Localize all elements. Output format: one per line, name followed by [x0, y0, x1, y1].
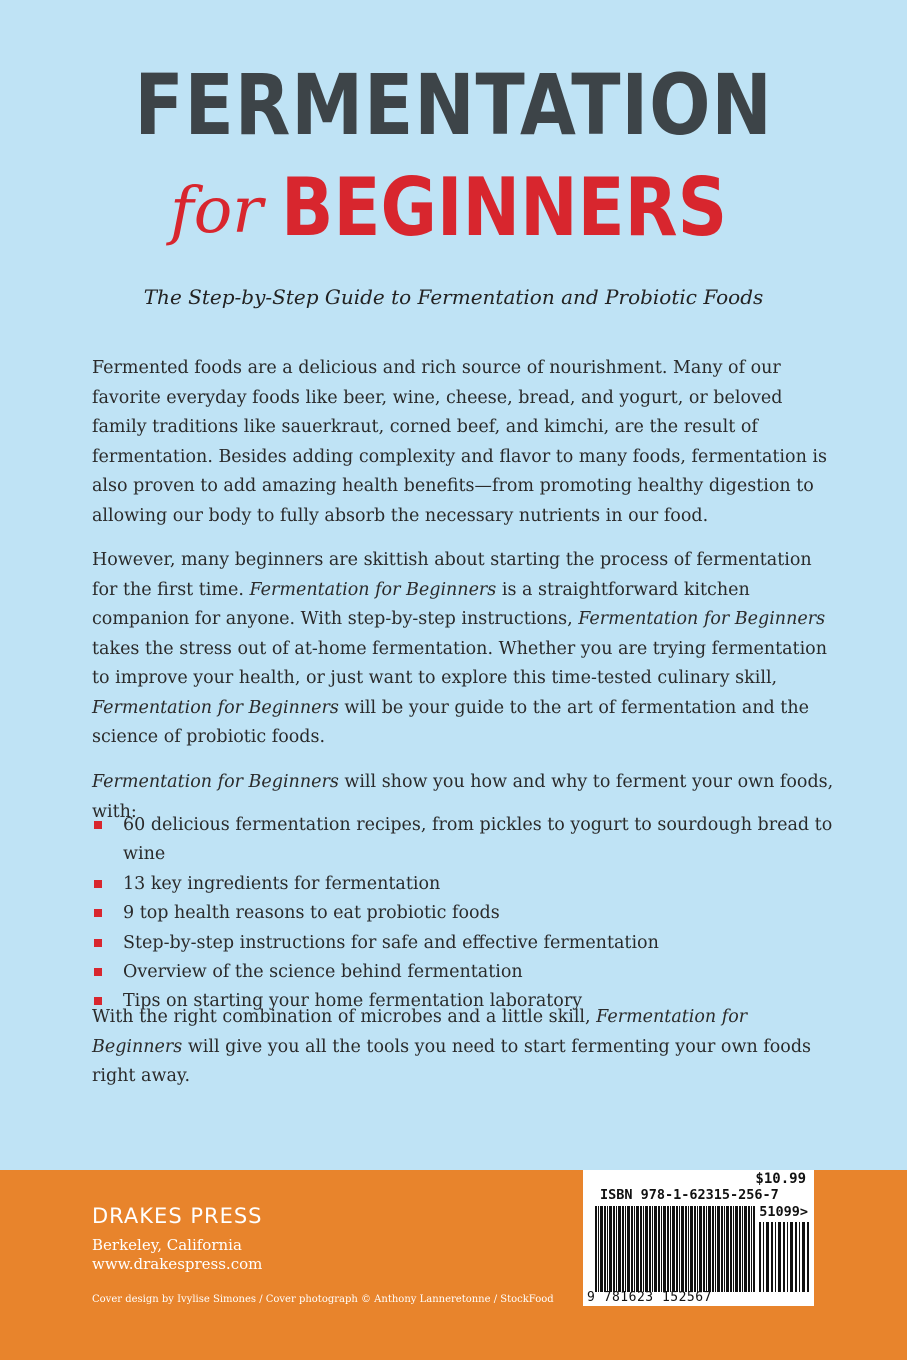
p2-book-title-2: Fermentation for Beginners	[578, 609, 826, 629]
barcode-bar	[613, 1206, 615, 1292]
barcode-bar	[763, 1222, 764, 1292]
barcode-bar	[715, 1206, 716, 1292]
barcode-bar	[661, 1206, 662, 1292]
barcode-bar	[631, 1206, 633, 1292]
bullet-square-icon	[94, 821, 102, 829]
barcode-bars	[595, 1206, 755, 1292]
list-item-text: Step-by-step instructions for safe and effective fermentation	[123, 932, 659, 953]
barcode-bar	[688, 1206, 689, 1292]
barcode-bar	[670, 1206, 671, 1292]
barcode-bar	[681, 1206, 684, 1292]
title-for: for	[170, 174, 263, 248]
barcode-bar	[724, 1206, 725, 1292]
paragraph-beginners	[92, 546, 837, 753]
paragraph-intro-text: Fermented foods are a delicious and rich source of nourishment. Many of our favorite everyday foods like beer, wine, cheese, bread, and yogurt, or beloved family traditions like sauerkraut, corned beef, and kimchi, are the result of fermentation. Besides adding complexity and flavor to many foods, fermentation is also proven to add amazing health benefits—from promoting healthy digestion to allowing our body to fully absorb the necessary nutrients in our food.	[92, 358, 827, 526]
barcode-bar	[766, 1222, 769, 1292]
barcode-bar	[609, 1206, 612, 1292]
isbn: ISBN 978-1-62315-256-7	[600, 1187, 779, 1203]
barcode-bar	[783, 1222, 785, 1292]
barcode-box	[583, 1170, 814, 1306]
barcode-bar	[771, 1222, 773, 1292]
list-item-text: Tips on starting your home fermentation laboratory	[123, 991, 583, 1012]
list-item-text: Overview of the science behind fermentation	[123, 962, 523, 983]
p2-text-1: However, many beginners are skittish about starting the process of fermentation for the first time.	[92, 550, 812, 600]
barcode-bar	[730, 1206, 732, 1292]
barcode-bar	[618, 1206, 621, 1292]
barcode-bar	[658, 1206, 660, 1292]
barcode-bar	[604, 1206, 606, 1292]
barcode-bar	[607, 1206, 608, 1292]
barcode-bar	[807, 1222, 809, 1292]
barcode-bar	[775, 1222, 776, 1292]
barcode-bar	[790, 1222, 793, 1292]
barcode-bar	[699, 1206, 702, 1292]
barcode-bar	[667, 1206, 669, 1292]
barcode-bar	[802, 1222, 805, 1292]
publisher-info	[92, 1236, 262, 1274]
barcode-number: 9 781623 152567	[587, 1290, 712, 1305]
barcode-bar	[649, 1206, 651, 1292]
p3-book-title: Fermentation for Beginners	[92, 772, 339, 792]
paragraph-closing	[92, 1003, 837, 1092]
cover-credits: Cover design by Ivylise Simones / Cover photograph © Anthony Lanneretonne / StockFood	[92, 1294, 554, 1305]
title-line-2	[170, 152, 800, 262]
barcode-bar	[654, 1206, 657, 1292]
list-item	[92, 929, 852, 958]
barcode-bar	[640, 1206, 642, 1292]
barcode-bar	[685, 1206, 687, 1292]
barcode-bar	[643, 1206, 644, 1292]
p4-text-1: With the right combination of microbes and a little skill,	[92, 1007, 597, 1027]
barcode-bar	[717, 1206, 720, 1292]
title-line-1: FERMENTATION	[134, 56, 773, 154]
barcode-bar	[600, 1206, 603, 1292]
barcode-bar	[652, 1206, 653, 1292]
barcode-addon-bars	[759, 1222, 809, 1292]
barcode-bar	[712, 1206, 714, 1292]
barcode-bar	[735, 1206, 738, 1292]
bullet-square-icon	[94, 968, 102, 976]
bullet-square-icon	[94, 939, 102, 947]
p4-book-title: Fermentation for Beginners	[92, 1007, 748, 1057]
barcode-bar	[739, 1206, 741, 1292]
barcode-bar	[634, 1206, 635, 1292]
barcode-bar	[679, 1206, 680, 1292]
p2-book-title-3: Fermentation for Beginners	[92, 697, 339, 718]
list-item	[92, 811, 852, 870]
barcode-bar	[622, 1206, 624, 1292]
subtitle: The Step-by-Step Guide to Fermentation and Probiotic Foods	[143, 285, 764, 309]
barcode-bar	[795, 1222, 797, 1292]
barcode-bar	[778, 1222, 781, 1292]
barcode-bar	[616, 1206, 617, 1292]
barcode-bar	[645, 1206, 648, 1292]
publisher-city: Berkeley, California	[92, 1236, 242, 1254]
list-item-text: 9 top health reasons to eat probiotic foods	[123, 903, 500, 924]
publisher-website: www.drakespress.com	[92, 1255, 263, 1273]
p2-text-2: is a straightforward kitchen companion for anyone. With step-by-step instructions,	[92, 579, 750, 629]
barcode-bar	[694, 1206, 696, 1292]
barcode-bar	[708, 1206, 711, 1292]
barcode-bar	[697, 1206, 698, 1292]
list-item-text: 13 key ingredients for fermentation	[123, 873, 441, 894]
p2-book-title-1: Fermentation for Beginners	[249, 579, 497, 600]
paragraph-intro	[92, 354, 837, 531]
barcode-bar	[636, 1206, 639, 1292]
barcode-bar	[625, 1206, 626, 1292]
barcode-bar	[721, 1206, 723, 1292]
barcode-bar	[733, 1206, 734, 1292]
barcode-bar	[627, 1206, 630, 1292]
barcode-bar	[799, 1222, 800, 1292]
barcode-bar	[748, 1206, 750, 1292]
barcode-bar	[663, 1206, 666, 1292]
barcode-bar	[703, 1206, 705, 1292]
publisher-name: DRAKES PRESS	[92, 1204, 263, 1228]
price: $10.99	[755, 1171, 806, 1187]
barcode-bar	[690, 1206, 693, 1292]
list-item	[92, 899, 852, 928]
barcode-bar	[726, 1206, 729, 1292]
bullet-square-icon	[94, 880, 102, 888]
barcode-bar	[672, 1206, 675, 1292]
bullet-square-icon	[94, 909, 102, 917]
barcode-bar	[787, 1222, 788, 1292]
barcode-bar	[744, 1206, 747, 1292]
list-item	[92, 958, 852, 987]
price-addon-code: 51099>	[759, 1204, 808, 1220]
barcode-bar	[751, 1206, 752, 1292]
feature-list	[92, 811, 852, 1017]
barcode-bar	[598, 1206, 599, 1292]
barcode-bar	[676, 1206, 678, 1292]
title-beginners: BEGINNERS	[280, 160, 728, 254]
list-item-text: 60 delicious fermentation recipes, from pickles to yogurt to sourdough bread to wine	[123, 815, 833, 865]
p2-text-3: takes the stress out of at-home fermentation. Whether you are trying fermentation to improve your health, or just want to explore this time-tested culinary skill,	[92, 638, 827, 688]
p4-text-2: will give you all the tools you need to start fermenting your own foods right away.	[92, 1036, 812, 1086]
barcode-bar	[595, 1206, 597, 1292]
p3-text: will show you how and why to ferment your own foods, with:	[92, 772, 834, 822]
barcode-bar	[706, 1206, 707, 1292]
barcode-bar	[753, 1206, 755, 1292]
p2-text-4: will be your guide to the art of fermentation and the science of probiotic foods.	[92, 697, 809, 747]
barcode-bar	[759, 1222, 761, 1292]
barcode-bar	[742, 1206, 743, 1292]
list-item	[92, 870, 852, 899]
